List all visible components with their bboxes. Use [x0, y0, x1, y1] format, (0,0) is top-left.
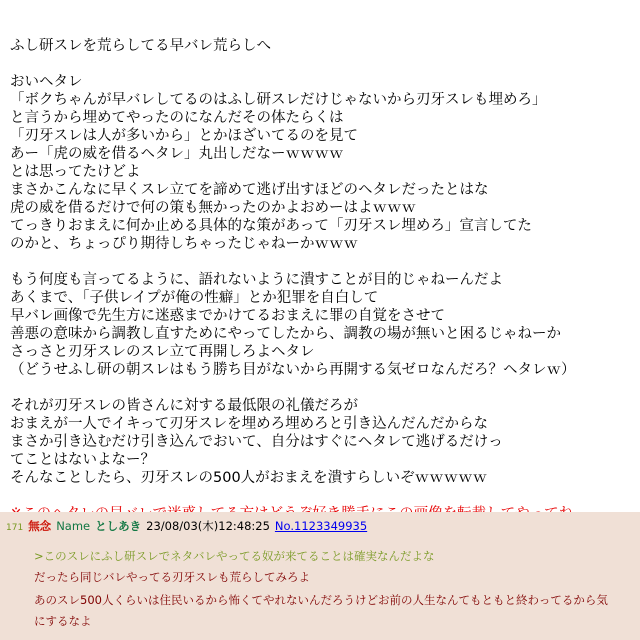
main-text-line: 「ボクちゃんが早バレしてるのはふし研スレだけじゃないから刃牙スレも埋めろ」 — [10, 92, 547, 108]
main-text-line: さっさと刃牙スレのスレ立て再開しろよヘタレ — [10, 344, 315, 360]
main-text-line: 虎の威を借るだけで何の策も無かったのかよおめーはよｗｗｗ — [10, 200, 416, 216]
main-text-line: あくまで、「子供レイプが俺の性癖」とか犯罪を自白して — [10, 290, 379, 306]
main-text-line: おいヘタレ — [10, 74, 83, 90]
main-text-line: のかと、ちょっぴり期待しちゃったじゃねーかｗｗｗ — [10, 236, 358, 252]
post-name-label: Name — [56, 519, 91, 533]
post-id-link[interactable]: No.1123349935 — [274, 519, 368, 533]
main-text-line: （どうせふし研の朝スレはもう勝ち目がないから再開する気ゼロなんだろ？ヘタレｗ） — [10, 362, 576, 378]
main-text-line: あー「虎の威を借るヘタレ」丸出しだなーｗｗｗｗ — [10, 146, 344, 162]
main-text-line: まさか引き込むだけ引き込んでおいて、自分はすぐにヘタレて逃げるだけっ — [10, 434, 503, 450]
main-text-line: てことはないよなー？ — [10, 452, 155, 468]
main-text-line: それが刃牙スレの皆さんに対する最低限の礼儀だろが — [10, 398, 358, 414]
main-text-line: とは思ってたけどよ — [10, 164, 141, 180]
post-subject: 無念 — [28, 519, 52, 533]
post-author-name: としあき — [95, 519, 142, 533]
main-text-line: てっきりおまえに何か止める具体的な策があって「刃牙スレ埋めろ」宣言してた — [10, 218, 532, 234]
main-text-line: ふし研スレを荒らしてる早バレ荒らしへ — [10, 38, 271, 54]
post-header — [6, 519, 372, 535]
post-number: 171 — [6, 523, 24, 533]
post-body-line: にするなよ — [34, 614, 92, 628]
main-text-line: もう何度も言ってるように、語れないように潰すことが目的じゃねーんだよ — [10, 272, 503, 288]
main-text-line: まさかこんなに早くスレ立てを諦めて逃げ出すほどのヘタレだったとはな — [10, 182, 489, 198]
post-datetime: 23/08/03(木)12:48:25 — [146, 519, 270, 533]
post-body-line: あのスレ500人くらいは住民いるから怖くてやれないんだろうけどお前の人生なんてもともと終わってるから気 — [34, 593, 608, 607]
main-text-line: 早バレ画像で先生方に迷惑までかけてるおまえに罪の自覚をさせて — [10, 308, 445, 324]
main-text-line: そんなことしたら、刃牙スレの500人がおまえを潰すらしいぞｗｗｗｗｗ — [10, 470, 488, 486]
post-quote-line: >このスレにふし研スレでネタバレやってる奴が来てることは確実なんだよな — [34, 549, 435, 563]
main-text-line: おまえが一人でイキって刃牙スレを埋めろ埋めろと引き込んだんだからな — [10, 416, 489, 432]
post-body-line: だったら同じバレやってる刃牙スレも荒らしてみろよ — [34, 570, 310, 584]
main-text-line: 「刃牙スレは人が多いから」とかほざいてるのを見て — [10, 128, 358, 144]
reply-post — [0, 512, 640, 640]
main-text-line: 善悪の意味から調教し直すためにやってしたから、調教の場が無いと困るじゃねーか — [10, 326, 561, 342]
main-text-line: と言うから埋めてやったのになんだその体たらくは — [10, 110, 344, 126]
